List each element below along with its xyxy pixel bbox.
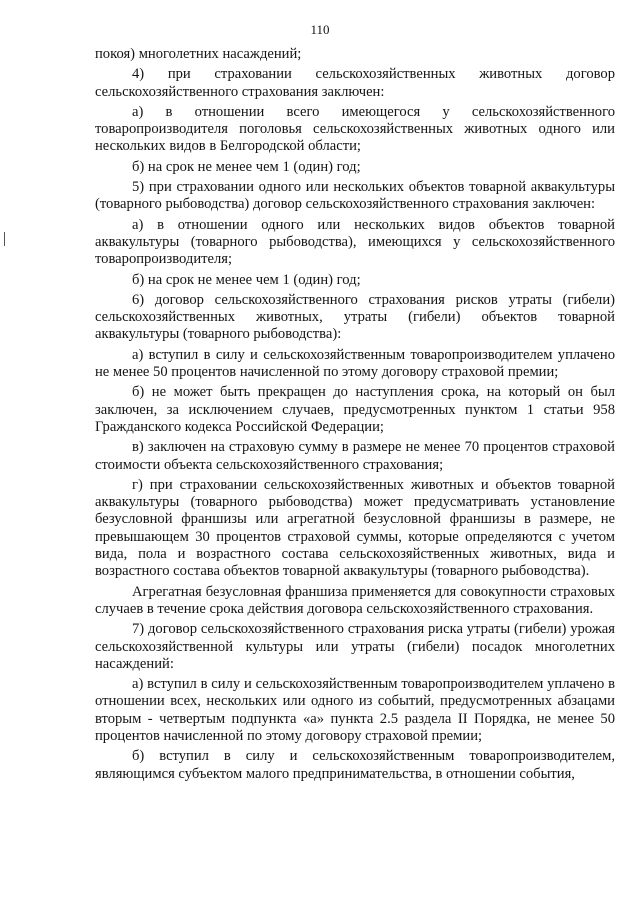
paragraph: а) вступил в силу и сельскохозяйственным товаропроизводителем уплачено в отношении всех, нескольких или одного из событий, предусмотренных абзацами вторым - четвертым подпункта «а» пункта 2.5 раздела II Порядка, не менее 50 процентов начисленной по этому договору страховой премии; [95, 676, 615, 744]
paragraph: г) при страховании сельскохозяйственных животных и объектов товарной аквакультуры (товарного рыбоводства) может предусматривать установление безусловной франшизы или агрегатной безусловной франшизы в размере, не превышающем 30 процентов страховой суммы, которые определяются с учетом вида, пола и возрастного состава сельскохозяйственных животных, вида и возрастного состава объектов товарной аквакультуры (товарного рыбоводства). [95, 476, 615, 580]
paragraph: 5) при страховании одного или нескольких объектов товарной аквакультуры (товарного рыбоводства) договор сельскохозяйственного страхования заключен: [95, 179, 615, 213]
paragraph: 7) договор сельскохозяйственного страхования риска утраты (гибели) урожая сельскохозяйственной культуры или утраты (гибели) посадок многолетних насаждений: [95, 621, 615, 672]
paragraph: 6) договор сельскохозяйственного страхования рисков утраты (гибели) сельскохозяйственных животных, утраты (гибели) объектов товарной аквакультуры (товарного рыбоводства): [95, 291, 615, 343]
document-body [95, 46, 615, 783]
paragraph: в) заключен на страховую сумму в размере не менее 70 процентов страховой стоимости объекта сельскохозяйственного страхования; [95, 439, 615, 473]
paragraph: покоя) многолетних насаждений; [95, 46, 302, 62]
paragraph: б) не может быть прекращен до наступления срока, на который он был заключен, за исключением случаев, предусмотренных пунктом 1 статьи 958 Гражданского кодекса Российской Федерации; [95, 384, 615, 435]
paragraph: б) на срок не менее чем 1 (один) год; [132, 158, 361, 175]
paragraph: а) в отношении одного или нескольких видов объектов товарной аквакультуры (товарного рыбоводства), имеющихся у сельскохозяйственного товаропроизводителя; [95, 216, 615, 268]
paragraph: б) на срок не менее чем 1 (один) год; [132, 271, 361, 288]
paragraph: Агрегатная безусловная франшиза применяется для совокупности страховых случаев в течение срока действия договора сельскохозяйственного страхования. [95, 583, 615, 617]
paragraph: а) в отношении всего имеющегося у сельскохозяйственного товаропроизводителя поголовья сельскохозяйственных животных одного или нескольких видов в Белгородской области; [95, 103, 615, 155]
page-number: 110 [310, 22, 330, 37]
paragraph: а) вступил в силу и сельскохозяйственным товаропроизводителем уплачено не менее 50 процентов начисленной по этому договору страховой премии; [95, 346, 615, 381]
paragraph: 4) при страховании сельскохозяйственных животных договор сельскохозяйственного страхования заключен: [95, 66, 615, 100]
margin-mark [4, 232, 10, 246]
paragraph: б) вступил в силу и сельскохозяйственным товаропроизводителем, являющимся субъектом малого предпринимательства, в отношении события, [95, 748, 615, 782]
